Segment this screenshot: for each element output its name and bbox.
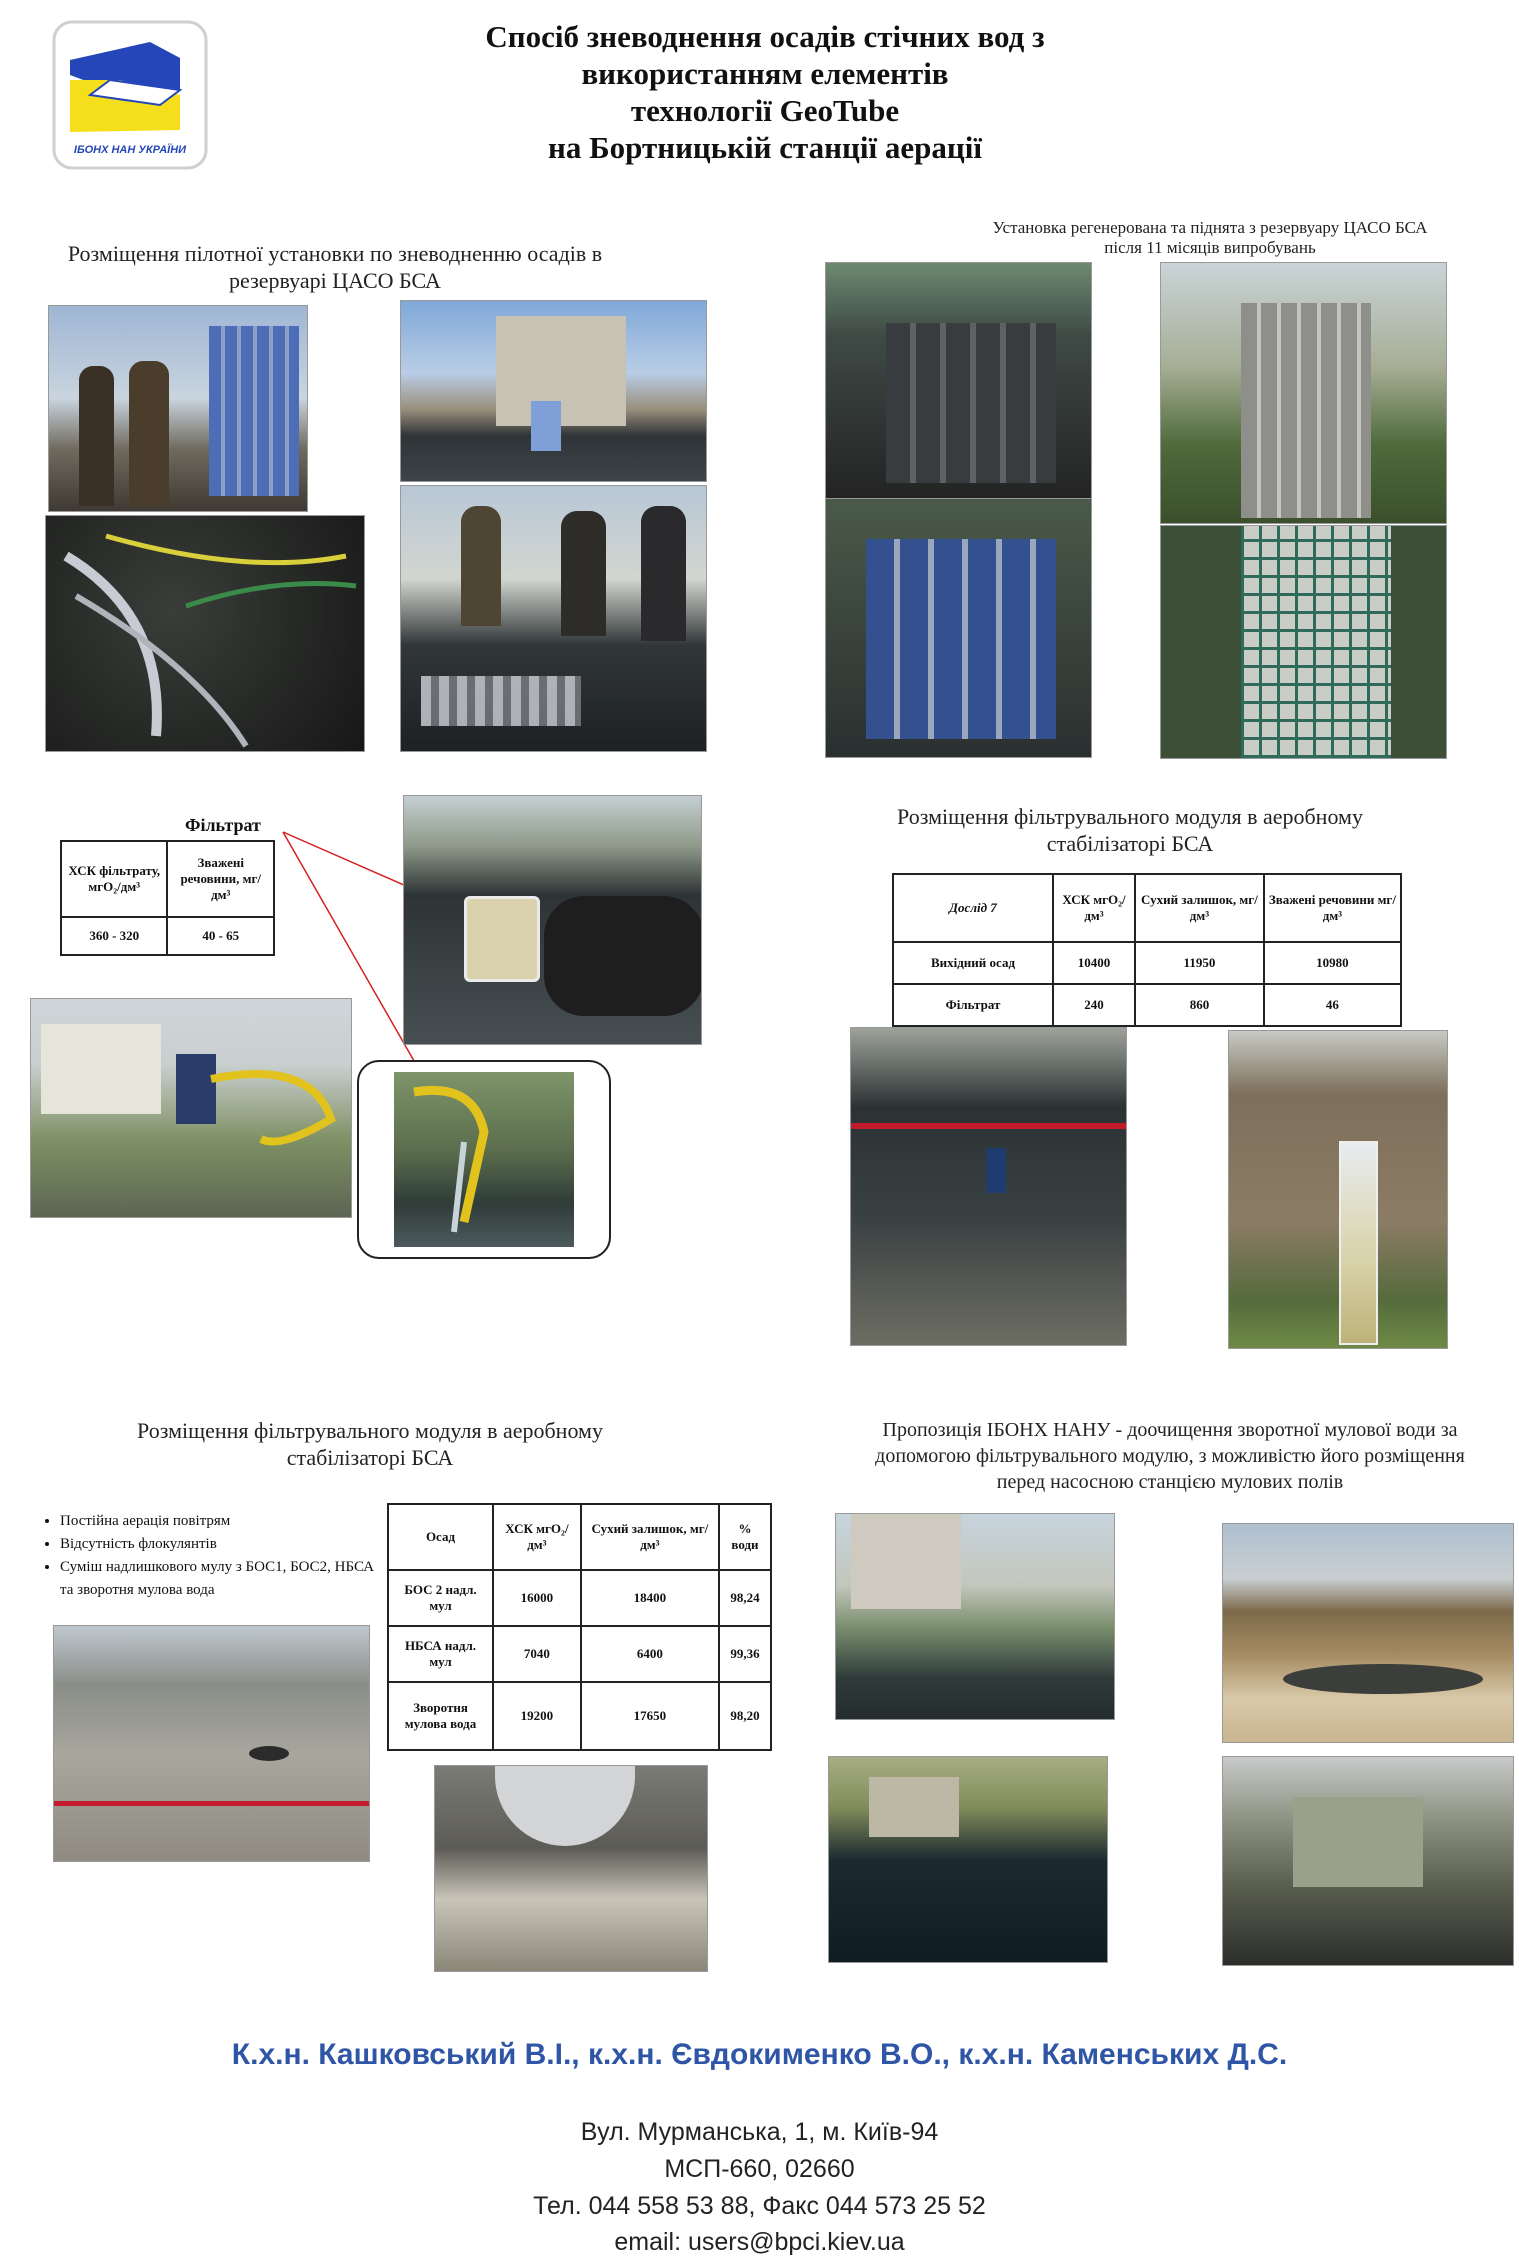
caption-line: Установка регенерована та піднята з резервуару ЦАСО БСА [992,218,1428,237]
table-cell: 10980 [1264,942,1401,984]
table-cell: 860 [1135,984,1264,1026]
caption-line: після 11 місяців випробувань [1104,238,1316,257]
photo-filter-module-yellow-hose [30,998,352,1218]
table-cell: 98,24 [719,1570,771,1626]
conditions-list [30,1510,390,1602]
postal-line: МСП-660, 02660 [664,2155,855,2183]
photo-filtrate-jar [403,795,702,1045]
email-line: email: users@bpci.kiev.ua [614,2228,905,2256]
photo-pump-station [835,1513,1115,1720]
experiment7-table [892,873,1402,1027]
table-header-cell: Дослід 7 [893,874,1053,942]
table-row [893,984,1401,1026]
table-cell: 10400 [1053,942,1135,984]
photo-measuring-cylinder [1228,1030,1448,1349]
table-cell: 16000 [493,1570,581,1626]
table-cell: Вихідний осад [893,942,1053,984]
table-header-cell: Сухий залишок, мг/дм³ [581,1504,719,1570]
table-row [388,1504,771,1570]
table-header-cell: % води [719,1504,771,1570]
table-row [893,942,1401,984]
table-cell: 18400 [581,1570,719,1626]
caption-line: Розміщення фільтрувального модуля в аеробному [897,804,1363,829]
table-cell: 17650 [581,1682,719,1750]
table-cell: 11950 [1135,942,1264,984]
caption-line: Розміщення фільтрувального модуля в аеробному [137,1418,603,1443]
table-cell: 6400 [581,1626,719,1682]
title-line: Спосіб зневоднення осадів стічних вод з [485,19,1045,54]
filtrate-label: Фільтрат [185,815,261,835]
table-row [388,1570,771,1626]
table-cell: БОС 2 надл. мул [388,1570,493,1626]
section4-caption [830,803,1430,857]
list-item: • Суміш надлишкового мулу з БОС1, БОС2, НБСА та зворотня мулова вода [60,1556,390,1602]
table-cell: 98,20 [719,1682,771,1750]
list-item: • Постійна аерація повітрям [60,1510,390,1533]
table-header-cell: Осад [388,1504,493,1570]
logo-text: ІБОНХ НАН УКРАЇНИ [73,144,187,156]
table-row [388,1626,771,1682]
table-cell: 99,36 [719,1626,771,1682]
table-row [388,1682,771,1750]
zoom-inset-frame [357,1060,611,1259]
photo-aeration-tank [53,1625,370,1862]
table-cell: 19200 [493,1682,581,1750]
table-header-cell: ХСК мгО₂/дм³ [1053,874,1135,942]
caption-line: стабілізаторі БСА [286,1445,454,1470]
title-line: технології GeoTube [630,93,900,128]
caption-line: Пропозиція ІБОНХ НАНУ - доочищення зворотної мулової води за [882,1419,1458,1441]
list-item: • Відсутність флокулянтів [60,1533,390,1556]
table-cell: 46 [1264,984,1401,1026]
table-header-cell: Зважені речовини мг/дм³ [1264,874,1401,942]
sludge-table [387,1503,772,1751]
table-cell: 40 - 65 [167,917,274,955]
address-line: Вул. Мурманська, 1, м. Київ-94 [580,2118,939,2146]
photo-channel-water [828,1756,1108,1963]
table-header-cell: Зважені речовини, мг/дм³ [167,841,274,917]
section6-caption [820,1417,1519,1495]
table-row [893,874,1401,942]
authors-line: К.х.н. Кашковський В.І., к.х.н. Євдокименко В.О., к.х.н. Каменських Д.С. [231,2038,1288,2071]
caption-line: перед насосною станцією мулових полів [996,1471,1344,1493]
table-cell: 360 - 320 [61,917,167,955]
caption-line: стабілізаторі БСА [1046,831,1214,856]
title-line: використанням елементів [581,56,949,91]
table-header-cell: ХСК фільтрату, мгО₂/дм³ [61,841,167,917]
caption-line: резервуарі ЦАСО БСА [229,268,441,293]
table-cell: Фільтрат [893,984,1053,1026]
photo-concrete-chamber [1222,1756,1514,1966]
phone-line: Тел. 044 558 53 88, Факс 044 573 25 52 [533,2192,986,2220]
table-header-cell: Сухий залишок, мг/дм³ [1135,874,1264,942]
table-cell: 7040 [493,1626,581,1682]
caption-line: Розміщення пілотної установки по зневодненню осадів в [67,241,603,266]
title-line: на Бортницькій станції аерації [548,130,982,165]
photo-filtrate-outflow [394,1072,574,1247]
table-header-cell: ХСК мгО₂/дм³ [493,1504,581,1570]
photo-outflow-pipe [434,1765,708,1972]
photo-stabilizer-pump [850,1027,1127,1346]
section5-caption [50,1417,690,1471]
photo-sludge-field [1222,1523,1514,1743]
caption-line: допомогою фільтрувального модулю, з можливістю його розміщення [875,1445,1465,1467]
table-cell: 240 [1053,984,1135,1026]
table-cell: НБСА надл. мул [388,1626,493,1682]
table-cell: Зворотня мулова вода [388,1682,493,1750]
